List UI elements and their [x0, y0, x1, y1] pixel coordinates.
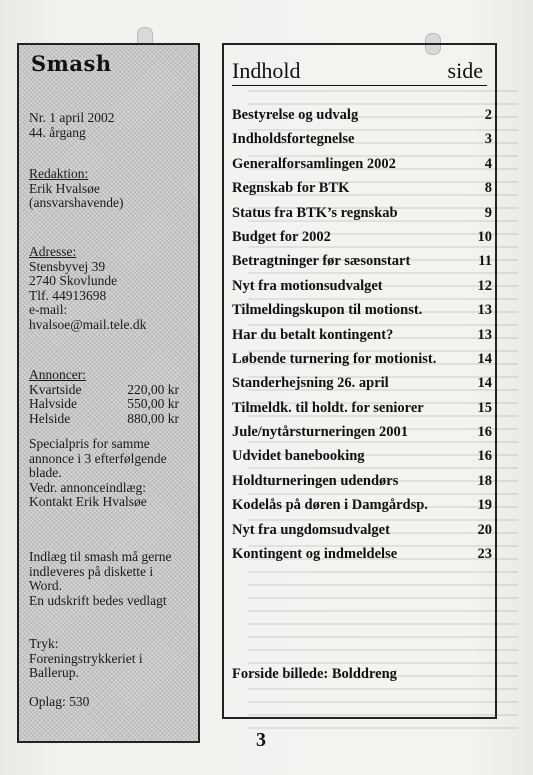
print-info: Tryk: Foreningstrykkeriet i Ballerup. [29, 636, 143, 680]
ads-heading: Annoncer: [29, 367, 86, 382]
toc-list [232, 107, 492, 570]
toc-page-label: side [447, 58, 483, 83]
issue-number: Nr. 1 april 2002 [29, 110, 115, 125]
submission-info: Indlæg til smash må gerne indleveres på diskette i Word. En udskrift bedes vedlagt [29, 549, 172, 608]
toc-entry[interactable]: Har du betalt kontingent? 13 [232, 326, 492, 343]
toc-entry[interactable]: Indholdsfortegnelse 3 [232, 131, 492, 148]
toc-entry[interactable]: Status fra BTK’s regnskab 9 [232, 204, 492, 221]
toc-entry[interactable]: Kodelås på døren i Damgårdsp. 19 [232, 497, 492, 514]
toc-entry[interactable]: Tilmeldk. til holdt. for seniorer 15 [232, 399, 492, 416]
city: 2740 Skovlunde [29, 273, 118, 288]
circulation: Oplag: 530 [29, 694, 90, 709]
editor-role: (ansvarshavende) [29, 195, 124, 210]
toc-entry[interactable]: Standerhejsning 26. april 14 [232, 375, 492, 392]
editorial-heading: Redaktion: [29, 166, 89, 181]
phone: Tlf. 44913698 [29, 287, 107, 303]
street: Stensbyvej 39 [29, 258, 106, 274]
ad-price-row: Kvartside 220,00 kr [29, 381, 179, 397]
toc-entry[interactable]: Regnskab for BTK 8 [232, 180, 492, 197]
toc-entry[interactable]: Nyt fra motionsudvalget 12 [232, 277, 492, 294]
toc-entry[interactable]: Generalforsamlingen 2002 4 [232, 155, 492, 172]
toc-entry[interactable]: Kontingent og indmeldelse 23 [232, 546, 492, 563]
cover-caption: Forside billede: Bolddreng [232, 666, 397, 682]
toc-entry[interactable]: Betragtninger før sæsonstart 11 [232, 253, 492, 270]
editor-name: Erik Hvalsøe [29, 180, 100, 196]
issue-info [29, 111, 194, 140]
volume: 44. årgang [29, 124, 86, 140]
toc-title: Indhold [232, 58, 301, 83]
toc-entry[interactable]: Tilmeldingskupon til motionst. 13 [232, 302, 492, 319]
toc-header [232, 55, 487, 86]
editorial-info [29, 167, 194, 211]
page-number: 3 [256, 729, 266, 751]
contact-name: Kontakt Erik Hvalsøe [29, 494, 147, 509]
special-offer: Specialpris for samme annonce i 3 efterfølgende blade. Vedr. annonceindlæg: Kontakt Erik Hvalsøe [29, 437, 194, 510]
toc-entry[interactable]: Nyt fra ungdomsudvalget 20 [232, 521, 492, 538]
ads-info [29, 368, 194, 426]
logo: Smash [31, 51, 112, 76]
toc-entry[interactable]: Budget for 2002 10 [232, 228, 492, 245]
address-heading: Adresse: [29, 244, 77, 259]
toc-entry[interactable]: Udvidet banebooking 16 [232, 448, 492, 465]
email-label: e-mail: [29, 302, 68, 317]
contact-line: Vedr. annonceindlæg: [29, 479, 146, 495]
toc-entry[interactable]: Løbende turnering for motionist. 14 [232, 350, 492, 367]
email-address: hvalsoe@mail.tele.dk [29, 316, 147, 332]
toc-entry[interactable]: Jule/nytårsturneringen 2001 16 [232, 424, 492, 441]
address-info [29, 245, 194, 332]
toc-entry[interactable]: Holdturneringen udendørs 18 [232, 472, 492, 489]
ad-price-row: Halvside 550,00 kr [29, 396, 179, 411]
table-of-contents [222, 43, 497, 719]
toc-entry[interactable]: Bestyrelse og udvalg 2 [232, 107, 492, 123]
ad-price-row: Helside 880,00 kr [29, 410, 179, 426]
masthead-sidebar [17, 43, 200, 743]
